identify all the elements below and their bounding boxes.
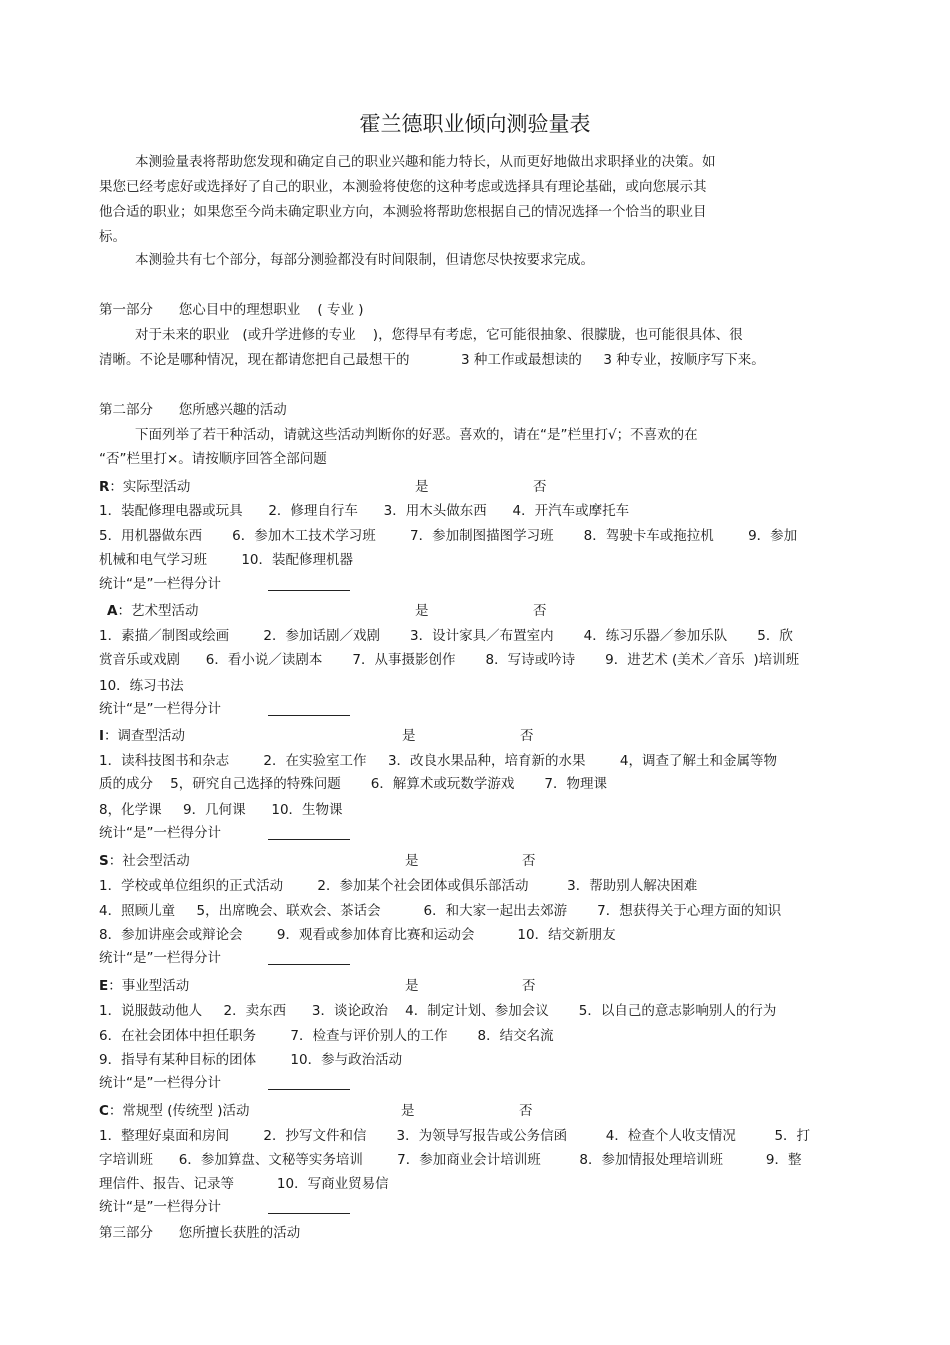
score-blank[interactable] bbox=[268, 1089, 350, 1090]
category-e-items-1: 1．说服鼓动他人 2．卖东西 3．谈论政治 4．制定计划、参加会议 5．以自己的意志影响别人的行为 bbox=[99, 1003, 777, 1019]
yes-column-label: 是 bbox=[402, 728, 416, 744]
score-blank[interactable] bbox=[268, 1213, 350, 1214]
yes-column-label: 是 bbox=[405, 853, 419, 869]
score-label: 统计“是”一栏得分计 bbox=[99, 576, 221, 592]
intro-line-5: 本测验共有七个部分，每部分测验都没有时间限制，但请您尽快按要求完成。 bbox=[135, 252, 594, 268]
intro-line-4: 标。 bbox=[99, 229, 126, 245]
part1-line-1: 对于未来的职业 (或升学进修的专业 )，您得早有考虑，它可能很抽象、很朦胧，也可能很具体、很 bbox=[135, 327, 743, 343]
category-e-header bbox=[99, 976, 189, 996]
category-c-items-3: 理信件、报告、记录等 10．写商业贸易信 bbox=[99, 1176, 389, 1192]
category-name: ：事业型活动 bbox=[108, 978, 190, 994]
score-label: 统计“是”一栏得分计 bbox=[99, 1199, 221, 1215]
category-s-items-3: 8．参加讲座会或辩论会 9．观看或参加体育比赛和运动会 10．结交新朋友 bbox=[99, 927, 616, 943]
score-label: 统计“是”一栏得分计 bbox=[99, 825, 221, 841]
yes-column-label: 是 bbox=[405, 978, 419, 994]
category-code: I bbox=[99, 728, 105, 744]
category-a-header bbox=[107, 601, 198, 621]
yes-column-label: 是 bbox=[415, 479, 429, 495]
no-column-label: 否 bbox=[520, 728, 534, 744]
category-code: A bbox=[107, 603, 118, 619]
category-r-header bbox=[99, 477, 190, 497]
category-e-items-2: 6．在社会团体中担任职务 7．检查与评价别人的工作 8．结交名流 bbox=[99, 1028, 554, 1044]
score-blank[interactable] bbox=[268, 590, 350, 591]
category-e-items-3: 9．指导有某种目标的团体 10．参与政治活动 bbox=[99, 1052, 403, 1068]
score-label: 统计“是”一栏得分计 bbox=[99, 950, 221, 966]
category-code: S bbox=[99, 853, 109, 869]
part1-line-2: 清晰。不论是哪种情况，现在都请您把自己最想干的 3 种工作或最想读的 3 种专业，按顺序写下来。 bbox=[99, 352, 765, 368]
category-i-items-3: 8，化学课 9．几何课 10．生物课 bbox=[99, 802, 343, 818]
no-column-label: 否 bbox=[522, 978, 536, 994]
no-column-label: 否 bbox=[519, 1103, 533, 1119]
part3-heading: 第三部分 您所擅长获胜的活动 bbox=[99, 1225, 301, 1241]
category-i-items-1: 1．读科技图书和杂志 2．在实验室工作 3．改良水果品种，培育新的水果 4，调查了解土和金属等物 bbox=[99, 753, 777, 769]
category-a-items-1: 1．素描／制图或绘画 2．参加话剧／戏剧 3．设计家具／布置室内 4．练习乐器／参加乐队 5．欣 bbox=[99, 628, 793, 644]
part2-heading: 第二部分 您所感兴趣的活动 bbox=[99, 402, 287, 418]
category-name: ：艺术型活动 bbox=[117, 603, 199, 619]
category-c-items-1: 1．整理好桌面和房间 2．抄写文件和信 3．为领导写报告或公务信函 4．检查个人收支情况 5．打 bbox=[99, 1128, 811, 1144]
category-name: ：社会型活动 bbox=[108, 853, 190, 869]
category-i-items-2: 质的成分 5，研究自己选择的特殊问题 6．解算术或玩数学游戏 7．物理课 bbox=[99, 776, 608, 792]
no-column-label: 否 bbox=[533, 479, 547, 495]
score-label: 统计“是”一栏得分计 bbox=[99, 1075, 221, 1091]
page-title: 霍兰德职业倾向测验量表 bbox=[359, 112, 591, 136]
score-label: 统计“是”一栏得分计 bbox=[99, 701, 221, 717]
no-column-label: 否 bbox=[533, 603, 547, 619]
category-r-items-2: 5．用机器做东西 6．参加木工技术学习班 7．参加制图描图学习班 8．驾驶卡车或拖拉机 9．参加 bbox=[99, 528, 798, 544]
intro-line-1: 本测验量表将帮助您发现和确定自己的职业兴趣和能力特长，从而更好地做出求职择业的决策。如 bbox=[135, 154, 716, 170]
yes-column-label: 是 bbox=[401, 1103, 415, 1119]
category-c-header bbox=[99, 1101, 250, 1121]
score-blank[interactable] bbox=[268, 964, 350, 965]
category-name: ：实际型活动 bbox=[109, 479, 191, 495]
category-s-header bbox=[99, 851, 190, 871]
category-c-items-2: 字培训班 6．参加算盘、文秘等实务培训 7．参加商业会计培训班 8．参加情报处理培训班 9．整 bbox=[99, 1152, 802, 1168]
category-r-items-3: 机械和电气学习班 10．装配修理机器 bbox=[99, 552, 354, 568]
category-name: ：调查型活动 bbox=[104, 728, 186, 744]
yes-column-label: 是 bbox=[415, 603, 429, 619]
score-blank[interactable] bbox=[268, 839, 350, 840]
category-code: C bbox=[99, 1103, 109, 1119]
part2-line-2: “否”栏里打×。请按顺序回答全部问题 bbox=[99, 451, 327, 467]
category-a-items-2: 赏音乐或戏剧 6．看小说／读剧本 7．从事摄影创作 8．写诗或吟诗 9．进艺术 (美术／音乐 )培训班 bbox=[99, 652, 800, 668]
category-s-items-1: 1．学校或单位组织的正式活动 2．参加某个社会团体或俱乐部活动 3．帮助别人解决困难 bbox=[99, 878, 698, 894]
part1-heading: 第一部分 您心目中的理想职业 ( 专业 ) bbox=[99, 302, 364, 318]
part2-line-1: 下面列举了若干种活动，请就这些活动判断你的好恶。喜欢的，请在“是”栏里打√；不喜欢的在 bbox=[135, 427, 698, 443]
category-s-items-2: 4．照顾儿童 5，出席晚会、联欢会、茶话会 6．和大家一起出去郊游 7．想获得关于心理方面的知识 bbox=[99, 903, 782, 919]
category-code: R bbox=[99, 479, 110, 495]
intro-line-2: 果您已经考虑好或选择好了自己的职业，本测验将使您的这种考虑或选择具有理论基础，或向您展示其 bbox=[99, 179, 707, 195]
category-name: ：常规型 (传统型 )活动 bbox=[108, 1103, 250, 1119]
intro-line-3: 他合适的职业；如果您至今尚未确定职业方向，本测验将帮助您根据自己的情况选择一个恰当的职业目 bbox=[99, 204, 707, 220]
category-r-items-1: 1．装配修理电器或玩具 2．修理自行车 3．用木头做东西 4．开汽车或摩托车 bbox=[99, 503, 630, 519]
category-a-items-3: 10．练习书法 bbox=[99, 678, 184, 694]
score-blank[interactable] bbox=[268, 715, 350, 716]
no-column-label: 否 bbox=[522, 853, 536, 869]
category-i-header bbox=[99, 726, 185, 746]
category-code: E bbox=[99, 978, 109, 994]
